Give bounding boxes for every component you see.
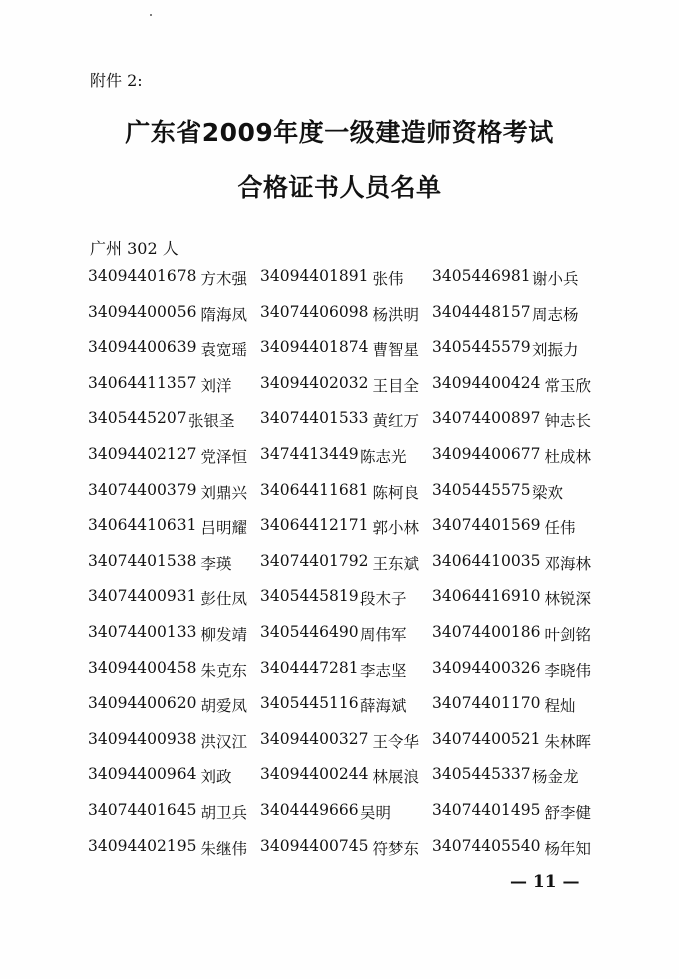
person-name: 胡爱凤 bbox=[200, 697, 247, 716]
list-entry bbox=[260, 303, 432, 339]
list-row bbox=[88, 445, 598, 481]
list-entry bbox=[260, 694, 432, 730]
certificate-number: 34074400931 bbox=[88, 587, 197, 606]
certificate-number: 34074401538 bbox=[88, 551, 197, 570]
list-entry bbox=[432, 481, 598, 517]
list-entry bbox=[260, 481, 432, 517]
person-name: 李志坚 bbox=[360, 661, 407, 680]
person-name: 刘鼎兴 bbox=[200, 483, 247, 502]
person-name: 洪汉江 bbox=[200, 732, 247, 751]
person-name: 薛海斌 bbox=[360, 697, 407, 716]
certificate-number: 34074401533 bbox=[260, 409, 369, 428]
certificate-number: 34094401678 bbox=[88, 267, 197, 285]
list-entry bbox=[260, 659, 432, 695]
list-entry bbox=[432, 267, 598, 303]
page-number: — 11 — bbox=[510, 872, 580, 892]
list-entry bbox=[88, 481, 260, 517]
person-name: 程灿 bbox=[544, 697, 576, 716]
list-entry bbox=[432, 623, 598, 659]
person-name: 黄红万 bbox=[372, 412, 419, 431]
region-header: 广州 302 人 bbox=[90, 239, 179, 258]
certificate-number: 34094400620 bbox=[88, 694, 197, 713]
list-entry bbox=[88, 623, 260, 659]
certificate-number: 34094400056 bbox=[88, 302, 197, 321]
certificate-number: 3405445207 bbox=[88, 409, 187, 428]
certificate-number: 34074400521 bbox=[432, 729, 541, 748]
list-row bbox=[88, 587, 598, 623]
person-name: 刘振力 bbox=[532, 341, 579, 360]
list-row bbox=[88, 730, 598, 766]
certificate-list bbox=[88, 267, 598, 872]
person-name: 朱克东 bbox=[200, 661, 247, 680]
certificate-number: 3405446981 bbox=[432, 267, 531, 285]
person-name: 陈柯良 bbox=[372, 483, 419, 502]
certificate-number: 34094400327 bbox=[260, 729, 369, 748]
person-name: 常玉欣 bbox=[544, 376, 591, 395]
certificate-number: 34094400938 bbox=[88, 729, 197, 748]
certificate-number: 3405445337 bbox=[432, 765, 531, 784]
certificate-number: 34094400424 bbox=[432, 373, 541, 392]
list-entry bbox=[88, 445, 260, 481]
certificate-number: 34074401645 bbox=[88, 800, 197, 819]
person-name: 钟志长 bbox=[544, 412, 591, 431]
person-name: 朱林晖 bbox=[544, 732, 591, 751]
list-entry bbox=[260, 587, 432, 623]
list-entry bbox=[432, 837, 598, 873]
person-name: 叶剑铭 bbox=[544, 625, 591, 644]
list-row bbox=[88, 409, 598, 445]
list-entry bbox=[88, 587, 260, 623]
list-entry bbox=[88, 303, 260, 339]
list-entry bbox=[432, 516, 598, 552]
person-name: 王东斌 bbox=[372, 554, 419, 573]
list-entry bbox=[432, 587, 598, 623]
list-entry bbox=[88, 516, 260, 552]
person-name: 王令华 bbox=[372, 732, 419, 751]
list-entry bbox=[88, 730, 260, 766]
list-entry bbox=[260, 552, 432, 588]
title-line-1: 广东省2009年度一级建造师资格考试 bbox=[125, 118, 554, 147]
certificate-number: 3404449666 bbox=[260, 800, 359, 819]
certificate-number: 34074400379 bbox=[88, 480, 197, 499]
person-name: 张伟 bbox=[372, 270, 404, 288]
certificate-number: 3405446490 bbox=[260, 622, 359, 641]
person-name: 朱继伟 bbox=[200, 839, 247, 858]
person-name: 林锐深 bbox=[544, 590, 591, 609]
person-name: 吴明 bbox=[360, 803, 392, 822]
list-entry bbox=[432, 409, 598, 445]
list-entry bbox=[260, 730, 432, 766]
person-name: 刘洋 bbox=[200, 376, 232, 395]
list-entry bbox=[260, 801, 432, 837]
certificate-number: 34064410035 bbox=[432, 551, 541, 570]
list-entry bbox=[260, 267, 432, 303]
list-entry bbox=[260, 409, 432, 445]
certificate-number: 34074400897 bbox=[432, 409, 541, 428]
person-name: 方木强 bbox=[200, 270, 247, 288]
certificate-number: 3405445579 bbox=[432, 338, 531, 357]
list-entry bbox=[432, 765, 598, 801]
certificate-number: 34074401170 bbox=[432, 694, 541, 713]
person-name: 周伟军 bbox=[360, 625, 407, 644]
person-name: 柳发靖 bbox=[200, 625, 247, 644]
person-name: 舒李健 bbox=[544, 803, 591, 822]
list-row bbox=[88, 694, 598, 730]
certificate-number: 34074400186 bbox=[432, 622, 541, 641]
list-entry bbox=[260, 445, 432, 481]
list-row bbox=[88, 481, 598, 517]
certificate-number: 34094400745 bbox=[260, 836, 369, 855]
person-name: 隋海凤 bbox=[200, 305, 247, 324]
person-name: 李晓伟 bbox=[544, 661, 591, 680]
person-name: 刘政 bbox=[200, 768, 232, 787]
list-row bbox=[88, 659, 598, 695]
certificate-number: 34074401495 bbox=[432, 800, 541, 819]
list-entry bbox=[88, 801, 260, 837]
person-name: 林展浪 bbox=[372, 768, 419, 787]
list-entry bbox=[432, 694, 598, 730]
certificate-number: 34074405540 bbox=[432, 836, 541, 855]
certificate-number: 34064416910 bbox=[432, 587, 541, 606]
person-name: 郭小林 bbox=[372, 519, 419, 538]
list-entry bbox=[88, 374, 260, 410]
certificate-number: 3404447281 bbox=[260, 658, 359, 677]
list-row bbox=[88, 267, 598, 303]
list-entry bbox=[432, 374, 598, 410]
list-entry bbox=[260, 338, 432, 374]
list-entry bbox=[260, 516, 432, 552]
certificate-number: 3405445819 bbox=[260, 587, 359, 606]
list-entry bbox=[88, 837, 260, 873]
certificate-number: 34074401569 bbox=[432, 516, 541, 535]
person-name: 杨年知 bbox=[544, 839, 591, 858]
list-entry bbox=[432, 338, 598, 374]
list-row bbox=[88, 338, 598, 374]
person-name: 王目全 bbox=[372, 376, 419, 395]
list-entry bbox=[88, 409, 260, 445]
person-name: 杨金龙 bbox=[532, 768, 579, 787]
person-name: 曹智星 bbox=[372, 341, 419, 360]
list-entry bbox=[260, 623, 432, 659]
scan-speck bbox=[150, 14, 152, 16]
list-entry bbox=[260, 374, 432, 410]
person-name: 党泽恒 bbox=[200, 447, 247, 466]
list-entry bbox=[432, 552, 598, 588]
list-row bbox=[88, 765, 598, 801]
list-entry bbox=[432, 303, 598, 339]
list-row bbox=[88, 837, 598, 873]
title-line-2: 合格证书人员名单 bbox=[237, 173, 442, 202]
certificate-number: 34094402127 bbox=[88, 444, 197, 463]
person-name: 邓海林 bbox=[544, 554, 591, 573]
certificate-number: 34064411357 bbox=[88, 373, 197, 392]
certificate-number: 34094400244 bbox=[260, 765, 369, 784]
person-name: 彭仕凤 bbox=[200, 590, 247, 609]
list-entry bbox=[260, 837, 432, 873]
person-name: 李瑛 bbox=[200, 554, 232, 573]
person-name: 杜成林 bbox=[544, 447, 591, 466]
person-name: 杨洪明 bbox=[372, 305, 419, 324]
list-entry bbox=[88, 659, 260, 695]
certificate-number: 3405445116 bbox=[260, 694, 359, 713]
person-name: 谢小兵 bbox=[532, 270, 579, 288]
list-entry bbox=[88, 267, 260, 303]
list-entry bbox=[260, 765, 432, 801]
certificate-number: 34094402032 bbox=[260, 373, 369, 392]
certificate-number: 34094400326 bbox=[432, 658, 541, 677]
list-entry bbox=[432, 730, 598, 766]
certificate-number: 34094401891 bbox=[260, 267, 369, 285]
list-row bbox=[88, 552, 598, 588]
list-entry bbox=[432, 445, 598, 481]
person-name: 符梦东 bbox=[372, 839, 419, 858]
certificate-number: 34064411681 bbox=[260, 480, 369, 499]
certificate-number: 34074401792 bbox=[260, 551, 369, 570]
certificate-number: 34064410631 bbox=[88, 516, 197, 535]
certificate-number: 3405445575 bbox=[432, 480, 531, 499]
certificate-number: 34094400964 bbox=[88, 765, 197, 784]
person-name: 张银圣 bbox=[188, 412, 235, 431]
person-name: 吕明耀 bbox=[200, 519, 247, 538]
list-entry bbox=[432, 659, 598, 695]
certificate-number: 34094402195 bbox=[88, 836, 197, 855]
certificate-number: 3474413449 bbox=[260, 444, 359, 463]
list-entry bbox=[88, 765, 260, 801]
person-name: 段木子 bbox=[360, 590, 407, 609]
list-entry bbox=[88, 338, 260, 374]
certificate-number: 34074406098 bbox=[260, 302, 369, 321]
certificate-number: 34094400639 bbox=[88, 338, 197, 357]
person-name: 陈志光 bbox=[360, 447, 407, 466]
person-name: 胡卫兵 bbox=[200, 803, 247, 822]
certificate-number: 34064412171 bbox=[260, 516, 369, 535]
person-name: 周志杨 bbox=[532, 305, 579, 324]
person-name: 梁欢 bbox=[532, 483, 564, 502]
list-entry bbox=[432, 801, 598, 837]
attachment-label: 附件 2: bbox=[90, 71, 143, 90]
certificate-number: 34074400133 bbox=[88, 622, 197, 641]
list-entry bbox=[88, 552, 260, 588]
person-name: 任伟 bbox=[544, 519, 576, 538]
list-row bbox=[88, 516, 598, 552]
list-row bbox=[88, 374, 598, 410]
list-row bbox=[88, 303, 598, 339]
list-entry bbox=[88, 694, 260, 730]
certificate-number: 34094400458 bbox=[88, 658, 197, 677]
certificate-number: 3404448157 bbox=[432, 302, 531, 321]
certificate-number: 34094400677 bbox=[432, 444, 541, 463]
person-name: 袁宽瑶 bbox=[200, 341, 247, 360]
certificate-number: 34094401874 bbox=[260, 338, 369, 357]
list-row bbox=[88, 623, 598, 659]
list-row bbox=[88, 801, 598, 837]
